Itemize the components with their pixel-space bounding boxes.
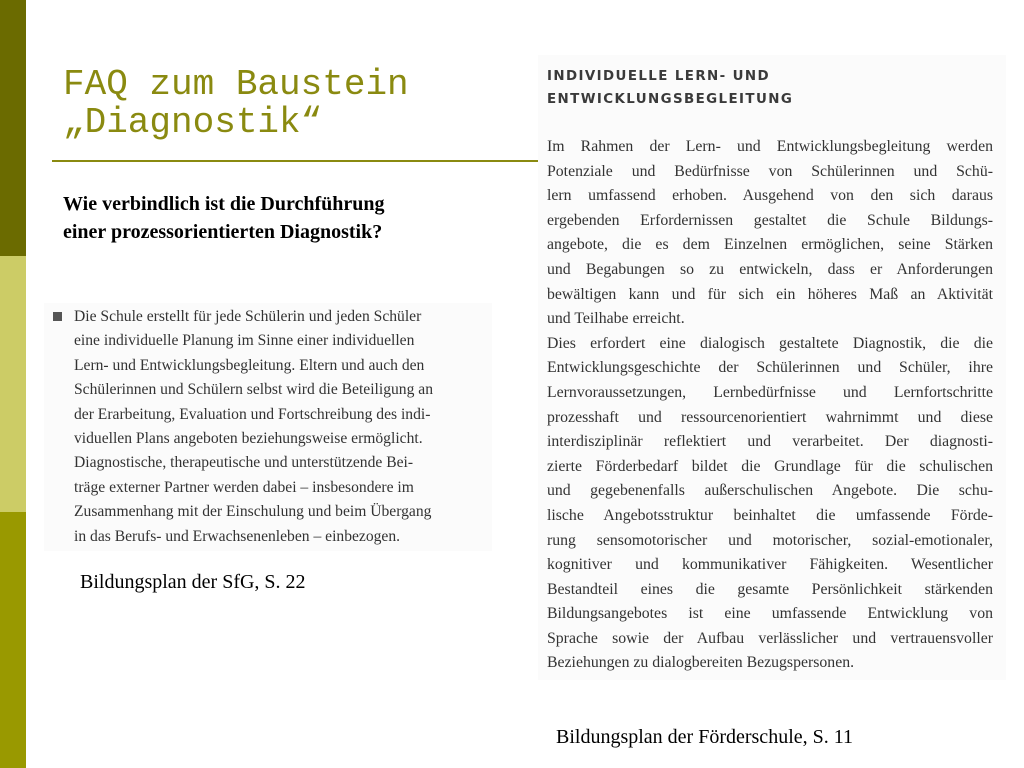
right-excerpt-heading-line-1: INDIVIDUELLE LERN- UND (547, 69, 771, 84)
right-excerpt-line: lern umfassend erhoben. Ausgehend von den sich daraus (547, 187, 993, 205)
right-excerpt-line: Dies erfordert eine dialogisch gestaltete Diagnostik, die die (547, 334, 993, 352)
left-excerpt-line: Diagnostische, therapeutische und unterstützende Bei- (74, 454, 414, 472)
left-excerpt-line: eine individuelle Planung im Sinne einer individuellen (74, 332, 415, 350)
right-excerpt-line: Im Rahmen der Lern- und Entwicklungsbegleitung werden (547, 138, 993, 155)
right-excerpt-line: zierte Förderbedarf bildet die Grundlage für die schulischen (547, 457, 993, 475)
left-excerpt-line: viduellen Plans angeboten beziehungsweise ermöglicht. (74, 430, 423, 448)
right-excerpt-text (547, 135, 993, 676)
question-text (63, 190, 503, 246)
right-excerpt-line: Sprache sowie der Aufbau verlässlicher und vertrauensvoller (547, 629, 993, 647)
left-excerpt-line: Lern- und Entwicklungsbegleitung. Eltern und auch den (74, 356, 425, 374)
right-excerpt-line: interdisziplinär reflektiert und verarbeitet. Der diagnosti- (547, 433, 993, 451)
right-excerpt-heading (547, 65, 967, 111)
left-excerpt-line: Zusammenhang mit der Einschulung und beim Übergang (74, 503, 432, 521)
right-excerpt-line: Bestandteil eines die gesamte Persönlichkeit stärkenden (547, 580, 993, 598)
right-document-excerpt (538, 55, 1006, 680)
right-excerpt-line: Bildungsangebotes ist eine umfassende Entwicklung von (547, 605, 993, 623)
right-excerpt-line: Lernvoraussetzungen, Lernbedürfnisse und Lernfortschritte (547, 383, 993, 401)
left-excerpt-line: träge externer Partner werden dabei – insbesondere im (74, 478, 414, 496)
left-excerpt-caption: Bildungsplan der SfG, S. 22 (80, 571, 306, 593)
left-excerpt-line: Die Schule erstellt für jede Schülerin und jeden Schüler (74, 308, 422, 325)
right-excerpt-line: und gegebenenfalls außerschulischen Angebote. Die schu- (547, 482, 993, 500)
right-excerpt-line: prozesshaft und ressourcenorientiert wahrnimmt und diese (547, 408, 993, 426)
right-excerpt-line: Beziehungen zu dialogbereiten Bezugspersonen. (547, 654, 855, 672)
right-excerpt-line: Potenziale und Bedürfnisse von Schülerinnen und Schü- (547, 162, 993, 180)
sidebar-color-bar (0, 0, 26, 768)
right-excerpt-line: und Begabungen so zu entwickeln, dass er Anforderungen (547, 260, 993, 278)
sidebar-segment-dark (0, 0, 26, 256)
sidebar-segment-light (0, 256, 26, 512)
slide-title (63, 66, 523, 142)
question-line-2: einer prozessorientierten Diagnostik? (63, 221, 383, 243)
right-excerpt-line: und Teilhabe erreicht. (547, 310, 685, 328)
right-excerpt-line: angebote, die es dem Einzelnen ermöglichen, seine Stärken (547, 236, 993, 254)
right-excerpt-line: rung sensomotorischer und motorischer, sozial-emotionaler, (547, 531, 993, 549)
right-excerpt-line: kognitiver und kommunikativer Fähigkeiten. Wesentlicher (547, 556, 993, 574)
question-line-1: Wie verbindlich ist die Durchführung (63, 193, 385, 215)
slide-title-line-2: „Diagnostik“ (63, 102, 323, 143)
left-excerpt-line: in das Berufs- und Erwachsenenleben – einbezogen. (74, 527, 401, 545)
right-excerpt-line: Entwicklungsgeschichte der Schülerinnen und Schüler, ihre (547, 359, 993, 377)
title-underline (52, 160, 538, 162)
right-excerpt-line: ergebenden Erfordernissen gestaltet die Schule Bildungs- (547, 211, 993, 229)
square-bullet-icon (53, 312, 62, 321)
right-excerpt-heading-line-2: ENTWICKLUNGSBEGLEITUNG (547, 92, 794, 107)
slide-title-line-1: FAQ zum Baustein (63, 64, 409, 105)
left-document-excerpt (44, 303, 492, 551)
right-excerpt-line: lische Angebotsstruktur beinhaltet die umfassende Förde- (547, 506, 993, 524)
left-excerpt-line: der Erarbeitung, Evaluation und Fortschreibung des indi- (74, 405, 431, 423)
left-excerpt-line: Schülerinnen und Schülern selbst wird die Beteiligung an (74, 381, 434, 399)
right-excerpt-caption: Bildungsplan der Förderschule, S. 11 (556, 726, 854, 748)
sidebar-segment-mid (0, 512, 26, 768)
right-excerpt-line: bewältigen kann und für sich ein höheres Maß an Aktivität (547, 285, 993, 303)
left-excerpt-text (74, 305, 484, 549)
